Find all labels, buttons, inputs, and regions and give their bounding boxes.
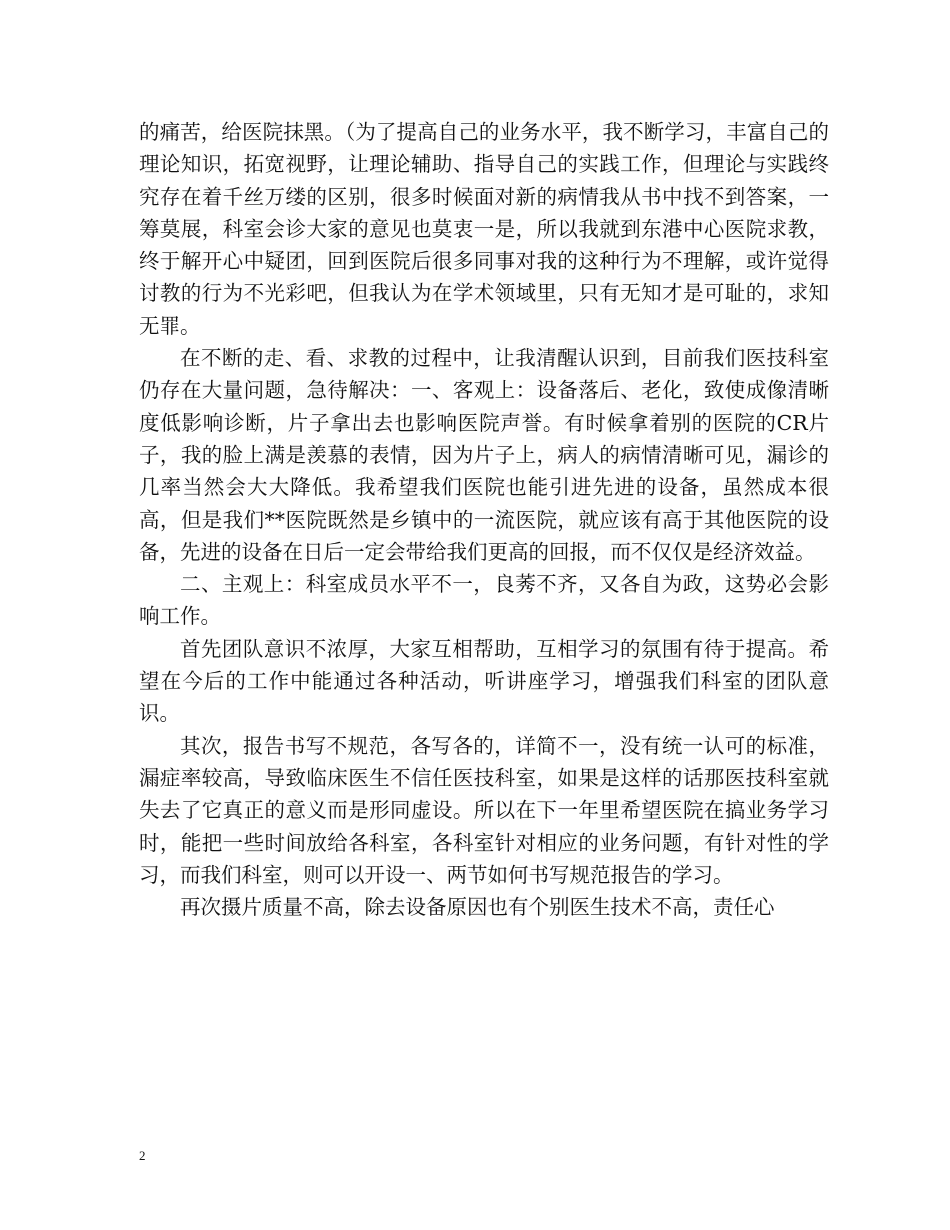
paragraph-5: 其次，报告书写不规范，各写各的，详简不一，没有统一认可的标准，漏症率较高，导致临床医生不信任医技科室，如果是这样的话那医技科室就失去了它真正的意义而是形同虚设。所以在下一年里希望医院在搞业务学习时，能把一些时间放给各科室，各科室针对相应的业务问题，有针对性的学习，而我们科室，则可以开设一、两节如何书写规范报告的学习。	[139, 733, 829, 887]
page-number: 2	[139, 1148, 146, 1163]
document-body	[139, 116, 829, 923]
paragraph-1: 的痛苦，给医院抹黑。（为了提高自己的业务水平，我不断学习，丰富自己的理论知识，拓宽视野，让理论辅助、指导自己的实践工作，但理论与实践终究存在着千丝万缕的区别，很多时候面对新的病情我从书中找不到答案，一筹莫展，科室会诊大家的意见也莫衷一是，所以我就到东港中心医院求教，终于解开心中疑团，回到医院后很多同事对我的这种行为不理解，或许觉得讨教的行为不光彩吧，但我认为在学术领域里，只有无知才是可耻的，求知无罪。	[139, 120, 829, 338]
paragraph-2: 在不断的走、看、求教的过程中，让我清醒认识到，目前我们医技科室仍存在大量问题，急待解决：一、客观上：设备落后、老化，致使成像清晰度低影响诊断，片子拿出去也影响医院声誉。有时候拿着别的医院的CR片子，我的脸上满是羡慕的表情，因为片子上，病人的病情清晰可见，漏诊的几率当然会大大降低。我希望我们医院也能引进先进的设备，虽然成本很高，但是我们**医院既然是乡镇中的一流医院，就应该有高于其他医院的设备，先进的设备在日后一定会带给我们更高的回报，而不仅仅是经济效益。	[139, 346, 829, 564]
paragraph-3: 二、主观上：科室成员水平不一，良莠不齐，又各自为政，这势必会影响工作。	[139, 572, 829, 629]
paragraph-4: 首先团队意识不浓厚，大家互相帮助，互相学习的氛围有待于提高。希望在今后的工作中能通过各种活动，听讲座学习，增强我们科室的团队意识。	[139, 636, 829, 726]
paragraph-6: 再次摄片质量不高，除去设备原因也有个别医生技术不高，责任心	[180, 895, 775, 920]
